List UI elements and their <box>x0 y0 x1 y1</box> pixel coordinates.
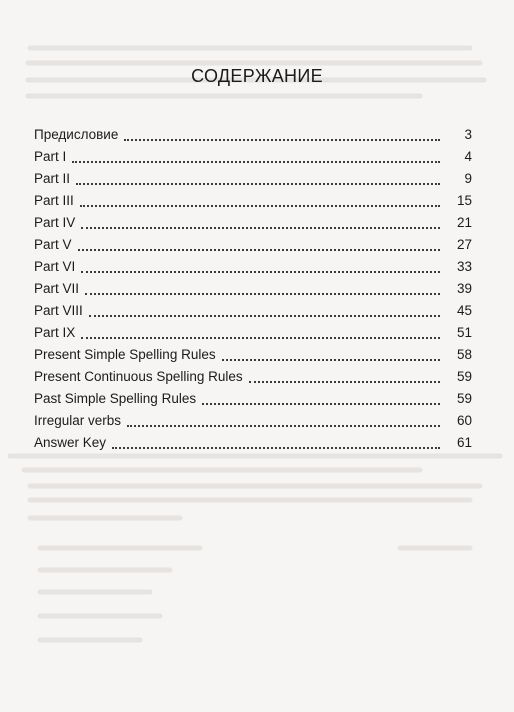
toc-row <box>34 432 472 454</box>
toc-page-number: 15 <box>456 193 472 208</box>
toc-entry-label: Предисловие <box>34 127 119 142</box>
toc-entry-label: Part II <box>34 171 71 186</box>
dot-leader <box>78 249 440 251</box>
dot-leader <box>80 205 440 207</box>
toc-entry-label: Answer Key <box>34 435 107 450</box>
toc-row <box>34 410 472 432</box>
toc-entry-label: Part VII <box>34 281 80 296</box>
dot-leader <box>112 447 440 449</box>
dot-leader <box>76 183 440 185</box>
toc-page-number: 59 <box>456 391 472 406</box>
dot-leader <box>202 403 440 405</box>
dot-leader <box>72 161 440 163</box>
toc-entry-label: Part I <box>34 149 67 164</box>
toc-row <box>34 344 472 366</box>
toc-entry-label: Irregular verbs <box>34 413 122 428</box>
toc-entry-label: Part III <box>34 193 74 208</box>
toc-row <box>34 168 472 190</box>
toc-page-number: 59 <box>456 369 472 384</box>
toc-row <box>34 366 472 388</box>
toc-row <box>34 146 472 168</box>
toc-row <box>34 256 472 278</box>
dot-leader <box>81 271 440 273</box>
toc-row <box>34 234 472 256</box>
toc-page-number: 60 <box>456 413 472 428</box>
toc-row <box>34 388 472 410</box>
toc-entry-label: Part VIII <box>34 303 83 318</box>
dot-leader <box>89 315 440 317</box>
toc-page-number: 39 <box>456 281 472 296</box>
dot-leader <box>81 337 440 339</box>
toc-page-number: 45 <box>456 303 472 318</box>
toc-page-number: 4 <box>464 149 472 164</box>
toc-page-number: 33 <box>456 259 472 274</box>
toc-row <box>34 124 472 146</box>
toc-row <box>34 322 472 344</box>
toc-entry-label: Part VI <box>34 259 76 274</box>
page-title: СОДЕРЖАНИЕ <box>191 66 323 86</box>
table-of-contents <box>34 124 472 454</box>
toc-page-number: 27 <box>456 237 472 252</box>
dot-leader <box>124 139 440 141</box>
dot-leader <box>222 359 440 361</box>
toc-entry-label: Part IX <box>34 325 76 340</box>
toc-page-number: 51 <box>456 325 472 340</box>
dot-leader <box>81 227 440 229</box>
toc-page-number: 9 <box>464 171 472 186</box>
toc-entry-label: Part IV <box>34 215 76 230</box>
toc-row <box>34 300 472 322</box>
toc-entry-label: Present Simple Spelling Rules <box>34 347 216 362</box>
toc-row <box>34 190 472 212</box>
dot-leader <box>249 381 440 383</box>
toc-page-number: 3 <box>464 127 472 142</box>
toc-entry-label: Part V <box>34 237 72 252</box>
toc-page-number: 61 <box>456 435 472 450</box>
dot-leader <box>127 425 440 427</box>
toc-row <box>34 212 472 234</box>
toc-page-number: 21 <box>456 215 472 230</box>
toc-row <box>34 278 472 300</box>
toc-page-number: 58 <box>456 347 472 362</box>
dot-leader <box>85 293 440 295</box>
toc-entry-label: Past Simple Spelling Rules <box>34 391 197 406</box>
toc-entry-label: Present Continuous Spelling Rules <box>34 369 243 384</box>
